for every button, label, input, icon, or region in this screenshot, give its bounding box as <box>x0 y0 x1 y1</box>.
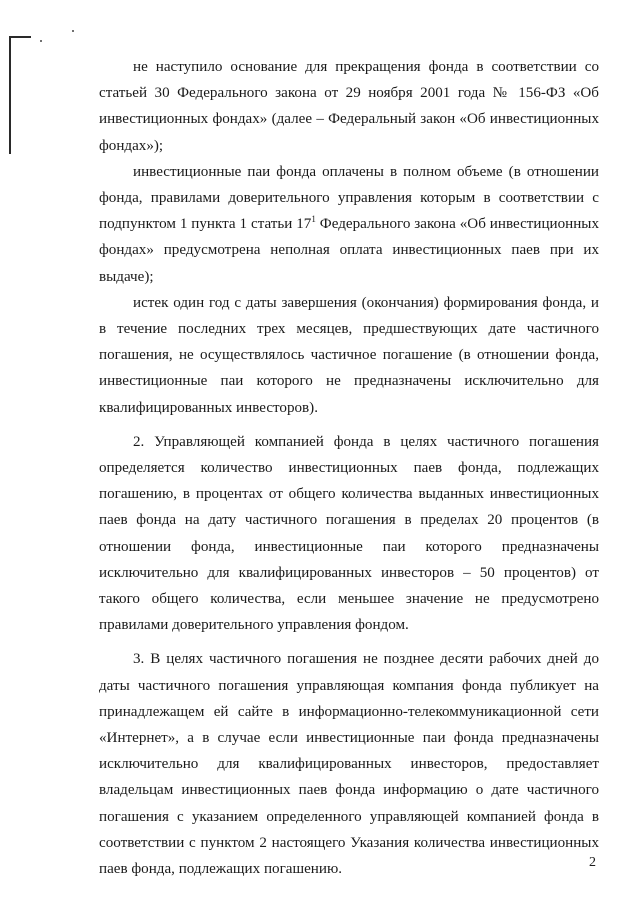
paragraph-units-paid-text-cont: Федерального закона «Об инвестиционных фондах» предусмотрена неполная оплата инвестиционных паев при их выдаче); <box>99 216 599 285</box>
paragraph-item-2: 2. Управляющей компанией фонда в целях частичного погашения определяется количество инвестиционных паев фонда, подлежащих погашению, в процентах от общего количества выданных инвестиционных паев фонда на дату частичного погашения в пределах 20 процентов (в отношении фонда, инвестиционные паи которого предназначены исключительно для квалифицированных инвесторов – 50 процентов) от такого общего количества, если меньшее значение не предусмотрено правилами доверительного управления фондом. <box>99 433 599 634</box>
scan-dot <box>72 30 74 32</box>
scan-corner-mark <box>9 36 31 38</box>
paragraph-one-year-elapsed: истек один год с даты завершения (окончания) формирования фонда, и в течение последних трех месяцев, предшествующих дате частичного погашения, не осуществлялось частичное погашение (в отношении фонда, инвестиционные паи которого не предназначены исключительно для квалифицированных инвесторов). <box>99 294 599 416</box>
scan-dot <box>40 40 42 42</box>
document-body <box>99 54 599 882</box>
article-superscript: 1 <box>311 214 316 225</box>
paragraph-units-paid-text: инвестиционные паи фонда оплачены в полном объеме (в отношении фонда, правилами доверительного управления которым в соответствии с подпунктом 1 пункта 1 статьи 17 <box>99 163 599 233</box>
page-number: 2 <box>589 855 596 870</box>
paragraph-units-paid <box>99 159 599 290</box>
paragraph-item-3: 3. В целях частичного погашения не позднее десяти рабочих дней до даты частичного погашения управляющая компания фонда публикует на принадлежащем ей сайте в информационно-телекоммуникационной сети «Интернет», а в случае если инвестиционные паи фонда предназначены исключительно для квалифицированных инвесторов, предоставляет владельцам инвестиционных паев фонда информацию о дате частичного погашения с указанием определенного управляющей компанией фонда в соответствии с пунктом 2 настоящего Указания количества инвестиционных паев фонда, подлежащих погашению. <box>99 651 599 878</box>
scan-edge-mark <box>9 36 11 154</box>
paragraph-fund-termination: не наступило основание для прекращения фонда в соответствии со статьей 30 Федерального закона от 29 ноября 2001 года № 156-ФЗ «Об инвестиционных фондах» (далее – Федеральный закон «Об инвестиционных фондах»); <box>99 59 599 154</box>
